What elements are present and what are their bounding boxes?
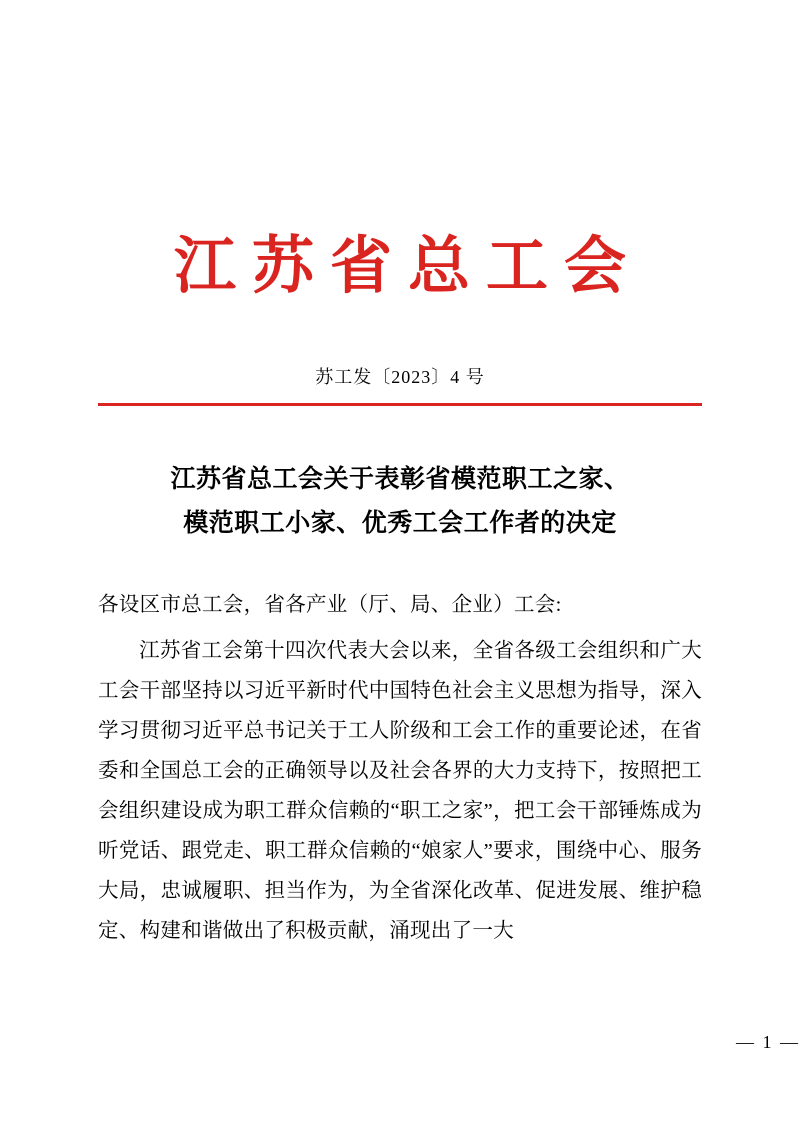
letterhead-title: 江苏省总工会 [173,233,642,301]
body-paragraph-1: 江苏省工会第十四次代表大会以来，全省各级工会组织和广大工会干部坚持以习近平新时代中国特色社会主义思想为指导，深入学习贯彻习近平总书记关于工人阶级和工会工作的重要论述，在省委和全国总工会的正确领导以及社会各界的大力支持下，按照把工会组织建设成为职工群众信赖的“职工之家”，把工会干部锤炼成为听党话、跟党走、职工群众信赖的“娘家人”要求，围绕中心、服务大局，忠诚履职、担当作为，为全省深化改革、促进发展、维护稳定、构建和谐做出了积极贡献，涌现出了一大 [98,639,702,942]
document-heading-line-1: 江苏省总工会关于表彰省模范职工之家、 [170,466,630,494]
document-body [98,0,702,1131]
page-number: — 1 — [736,1032,800,1052]
red-separator-rule [98,403,702,406]
document-number: 苏工发〔2023〕4 号 [315,367,485,388]
document-heading [98,458,702,546]
salutation: 各设区市总工会，省各产业（厅、局、企业）工会: [98,593,562,616]
document-heading-line-2: 模范职工小家、优秀工会工作者的决定 [183,510,617,538]
